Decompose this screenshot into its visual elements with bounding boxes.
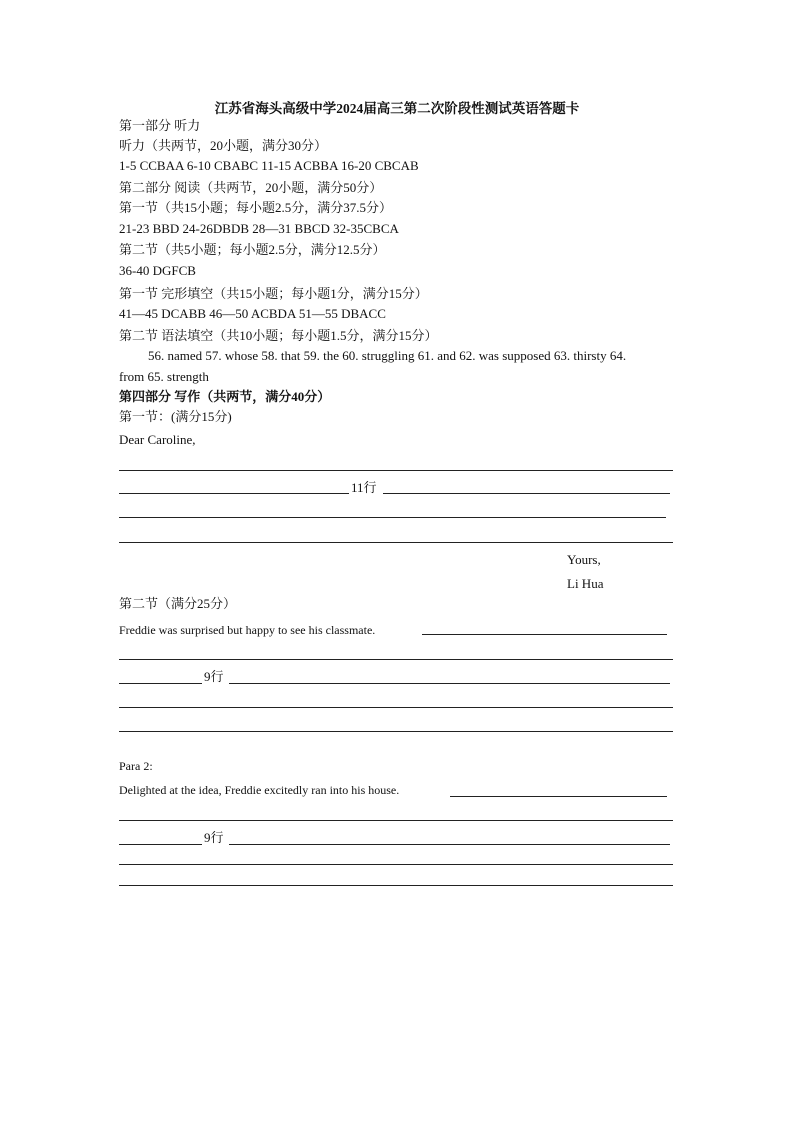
writing-line[interactable] [383, 493, 670, 494]
writing-line[interactable] [119, 542, 673, 543]
letter-closing: Yours, [567, 552, 601, 567]
writing-line[interactable] [119, 885, 673, 886]
writing-line[interactable] [422, 634, 667, 635]
writing-line[interactable] [119, 683, 202, 684]
writing-line[interactable] [229, 844, 670, 845]
writing-line[interactable] [119, 470, 673, 471]
para2-start: Delighted at the idea, Freddie excitedly ran into his house. [119, 783, 400, 797]
grammar-answers-line1: 56. named 57. whose 58. that 59. the 60. struggling 61. and 62. was supposed 63. thirsty 64. [148, 348, 627, 363]
writing-line[interactable] [119, 517, 666, 518]
letter-signature: Li Hua [567, 576, 604, 591]
part4-heading: 第四部分 写作（共两节，满分40分） [119, 389, 331, 404]
part2-section2-answers: 36-40 DGFCB [119, 263, 196, 278]
part1-answers: 1-5 CCBAA 6-10 CBABC 11-15 ACBBA 16-20 CBCAB [119, 158, 419, 173]
cloze-heading: 第一节 完形填空（共15小题；每小题1分，满分15分） [119, 286, 428, 301]
part2-section2-heading: 第二节（共5小题；每小题2.5分，满分12.5分） [119, 242, 386, 257]
grammar-answers-line2: from 65. strength [119, 369, 209, 384]
writing-line[interactable] [119, 707, 673, 708]
para1-start: Freddie was surprised but happy to see his classmate. [119, 623, 376, 637]
sheet-title: 江苏省海头高级中学2024届高三第二次阶段性测试英语答题卡 [214, 101, 580, 116]
part2-section1-heading: 第一节（共15小题；每小题2.5分，满分37.5分） [119, 200, 393, 215]
part2-section1-answers: 21-23 BBD 24-26DBDB 28—31 BBCD 32-35CBCA [119, 221, 399, 236]
part1-subheading: 听力（共两节，20小题，满分30分） [119, 138, 328, 153]
line-count-label: 9行 [204, 830, 224, 845]
line-count-label: 11行 [351, 480, 377, 495]
part1-heading: 第一部分 听力 [119, 118, 201, 133]
line-count-label: 9行 [204, 669, 224, 684]
part2-heading: 第二部分 阅读（共两节，20小题，满分50分） [119, 180, 383, 195]
cloze-answers: 41—45 DCABB 46—50 ACBDA 51—55 DBACC [119, 306, 386, 321]
letter-greeting: Dear Caroline, [119, 432, 196, 447]
writing-line[interactable] [119, 731, 673, 732]
writing-line[interactable] [119, 493, 349, 494]
writing-line[interactable] [119, 844, 202, 845]
para2-label: Para 2: [119, 759, 153, 773]
writing-line[interactable] [119, 864, 673, 865]
grammar-heading: 第二节 语法填空（共10小题；每小题1.5分，满分15分） [119, 328, 438, 343]
writing-section1-heading: 第一节：(满分15分) [119, 409, 232, 424]
writing-line[interactable] [229, 683, 670, 684]
writing-line[interactable] [450, 796, 667, 797]
writing-section2-heading: 第二节（满分25分） [119, 596, 237, 611]
writing-line[interactable] [119, 659, 673, 660]
writing-line[interactable] [119, 820, 673, 821]
